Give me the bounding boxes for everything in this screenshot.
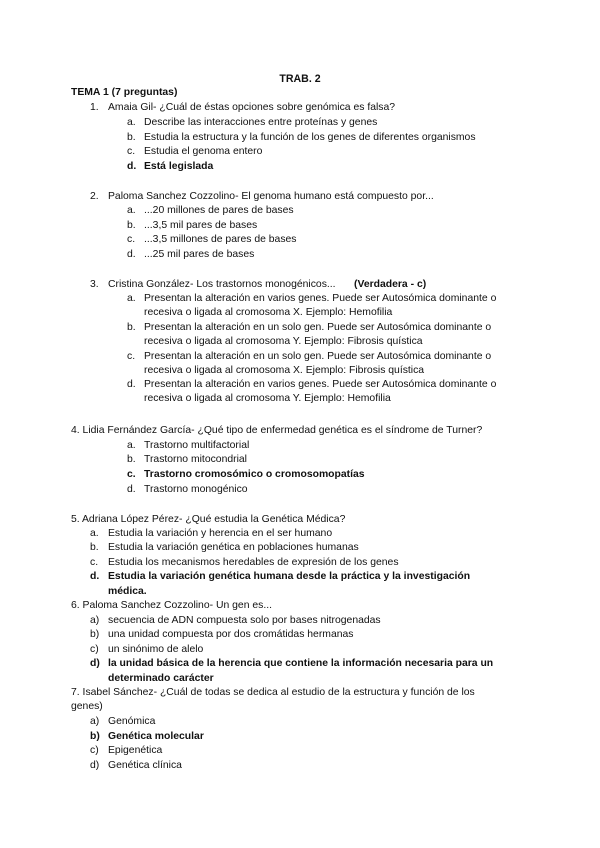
q1-option-d-letter: d. bbox=[127, 161, 137, 172]
q7-option-d-letter: d) bbox=[90, 760, 100, 771]
q5-option-a-letter: a. bbox=[90, 528, 99, 539]
q4-option-a: Trastorno multifactorial bbox=[144, 440, 250, 451]
section-heading: TEMA 1 (7 preguntas) bbox=[71, 87, 178, 98]
q1-number: 1. bbox=[90, 102, 99, 113]
q2-option-b-letter: b. bbox=[127, 220, 136, 231]
q4-option-b-letter: b. bbox=[127, 454, 136, 465]
q3-option-a-letter: a. bbox=[127, 293, 136, 304]
q4-option-b: Trastorno mitocondrial bbox=[144, 454, 247, 465]
q1-question: Amaia Gil- ¿Cuál de éstas opciones sobre genómica es falsa? bbox=[108, 102, 396, 113]
q7-question-line2: genes) bbox=[71, 701, 103, 712]
q6-option-b: una unidad compuesta por dos cromátidas hermanas bbox=[108, 629, 354, 640]
q6-option-a-letter: a) bbox=[90, 615, 100, 626]
q7-option-c: Epigenética bbox=[108, 745, 163, 756]
q5-question: 5. Adriana López Pérez- ¿Qué estudia la Genética Médica? bbox=[71, 514, 346, 525]
q4-option-c-correct: Trastorno cromosómico o cromosomopatías bbox=[144, 469, 365, 480]
q2-option-c-correct: ...3,5 millones de pares de bases bbox=[144, 234, 297, 245]
q2-option-d: ...25 mil pares de bases bbox=[144, 249, 255, 260]
q2-option-b: ...3,5 mil pares de bases bbox=[144, 220, 258, 231]
q3-question: Cristina González- Los trastornos monogénicos... bbox=[108, 279, 336, 290]
q5-option-b: Estudia la variación genética en poblaciones humanas bbox=[108, 542, 359, 553]
q2-option-a-letter: a. bbox=[127, 205, 136, 216]
q5-option-d-correct-line2: médica. bbox=[108, 586, 147, 597]
q3-answer-note: (Verdadera - c) bbox=[354, 279, 427, 290]
q7-option-d: Genética clínica bbox=[108, 760, 182, 771]
q5-option-c: Estudia los mecanismos heredables de expresión de los genes bbox=[108, 557, 399, 568]
q3-option-d-letter: d. bbox=[127, 379, 136, 390]
q7-option-b-correct: Genética molecular bbox=[108, 731, 204, 742]
q2-option-c-letter: c. bbox=[127, 234, 136, 245]
q3-option-a-line2: recesiva o ligada al cromosoma X. Ejemplo: Hemofilia bbox=[144, 307, 393, 318]
q3-option-c-line2: recesiva o ligada al cromosoma X. Ejemplo: Fibrosis quística bbox=[144, 365, 425, 376]
document-title: TRAB. 2 bbox=[279, 73, 321, 85]
q2-question: Paloma Sanchez Cozzolino- El genoma humano está compuesto por... bbox=[108, 191, 434, 202]
q2-option-a: ...20 millones de pares de bases bbox=[144, 205, 294, 216]
q3-option-b-line1: Presentan la alteración en un solo gen. Puede ser Autosómica dominante o bbox=[144, 322, 492, 333]
q1-option-a: Describe las interacciones entre proteínas y genes bbox=[144, 117, 378, 128]
q7-option-c-letter: c) bbox=[90, 745, 99, 756]
q7-question-line1: 7. Isabel Sánchez- ¿Cuál de todas se dedica al estudio de la estructura y función de los bbox=[71, 687, 475, 698]
q3-number: 3. bbox=[90, 279, 99, 290]
q3-option-b-letter: b. bbox=[127, 322, 136, 333]
q1-option-a-letter: a. bbox=[127, 117, 136, 128]
q5-option-a: Estudia la variación y herencia en el ser humano bbox=[108, 528, 333, 539]
q7-option-a: Genómica bbox=[108, 716, 156, 727]
q3-option-d-line1: Presentan la alteración en varios genes. Puede ser Autosómica dominante o bbox=[144, 379, 497, 390]
q1-option-b: Estudia la estructura y la función de los genes de diferentes organismos bbox=[144, 132, 476, 143]
q6-option-d-correct-line2: determinado carácter bbox=[108, 673, 214, 684]
q2-number: 2. bbox=[90, 191, 99, 202]
q3-option-c-letter: c. bbox=[127, 351, 136, 362]
q1-option-c: Estudia el genoma entero bbox=[144, 146, 263, 157]
q6-option-c-letter: c) bbox=[90, 644, 99, 655]
q7-option-b-letter: b) bbox=[90, 731, 100, 742]
q4-option-d-letter: d. bbox=[127, 484, 136, 495]
q3-option-b-line2: recesiva o ligada al cromosoma Y. Ejemplo: Fibrosis quística bbox=[144, 336, 423, 347]
q5-option-b-letter: b. bbox=[90, 542, 99, 553]
q4-option-c-letter: c. bbox=[127, 469, 136, 480]
q6-option-b-letter: b) bbox=[90, 629, 100, 640]
q5-option-d-letter: d. bbox=[90, 571, 100, 582]
q3-option-d-line2: recesiva o ligada al cromosoma Y. Ejemplo: Hemofilia bbox=[144, 393, 391, 404]
q3-option-a-line1: Presentan la alteración en varios genes. Puede ser Autosómica dominante o bbox=[144, 293, 497, 304]
q6-option-c: un sinónimo de alelo bbox=[108, 644, 204, 655]
q1-option-c-letter: c. bbox=[127, 146, 136, 157]
q6-option-a: secuencia de ADN compuesta solo por bases nitrogenadas bbox=[108, 615, 381, 626]
q6-question: 6. Paloma Sanchez Cozzolino- Un gen es... bbox=[71, 600, 272, 611]
q4-question: 4. Lidia Fernández García- ¿Qué tipo de enfermedad genética es el síndrome de Turner? bbox=[71, 425, 483, 436]
q6-option-d-letter: d) bbox=[90, 658, 100, 669]
q1-option-b-letter: b. bbox=[127, 132, 136, 143]
q3-option-c-line1: Presentan la alteración en un solo gen. Puede ser Autosómica dominante o bbox=[144, 351, 492, 362]
q4-option-a-letter: a. bbox=[127, 440, 136, 451]
q5-option-c-letter: c. bbox=[90, 557, 99, 568]
q6-option-d-correct-line1: la unidad básica de la herencia que contiene la información necesaria para un bbox=[108, 658, 494, 669]
q2-option-d-letter: d. bbox=[127, 249, 136, 260]
q1-option-d-correct: Está legislada bbox=[144, 161, 214, 172]
q5-option-d-correct-line1: Estudia la variación genética humana desde la práctica y la investigación bbox=[108, 571, 471, 582]
q4-option-d: Trastorno monogénico bbox=[144, 484, 248, 495]
q7-option-a-letter: a) bbox=[90, 716, 100, 727]
